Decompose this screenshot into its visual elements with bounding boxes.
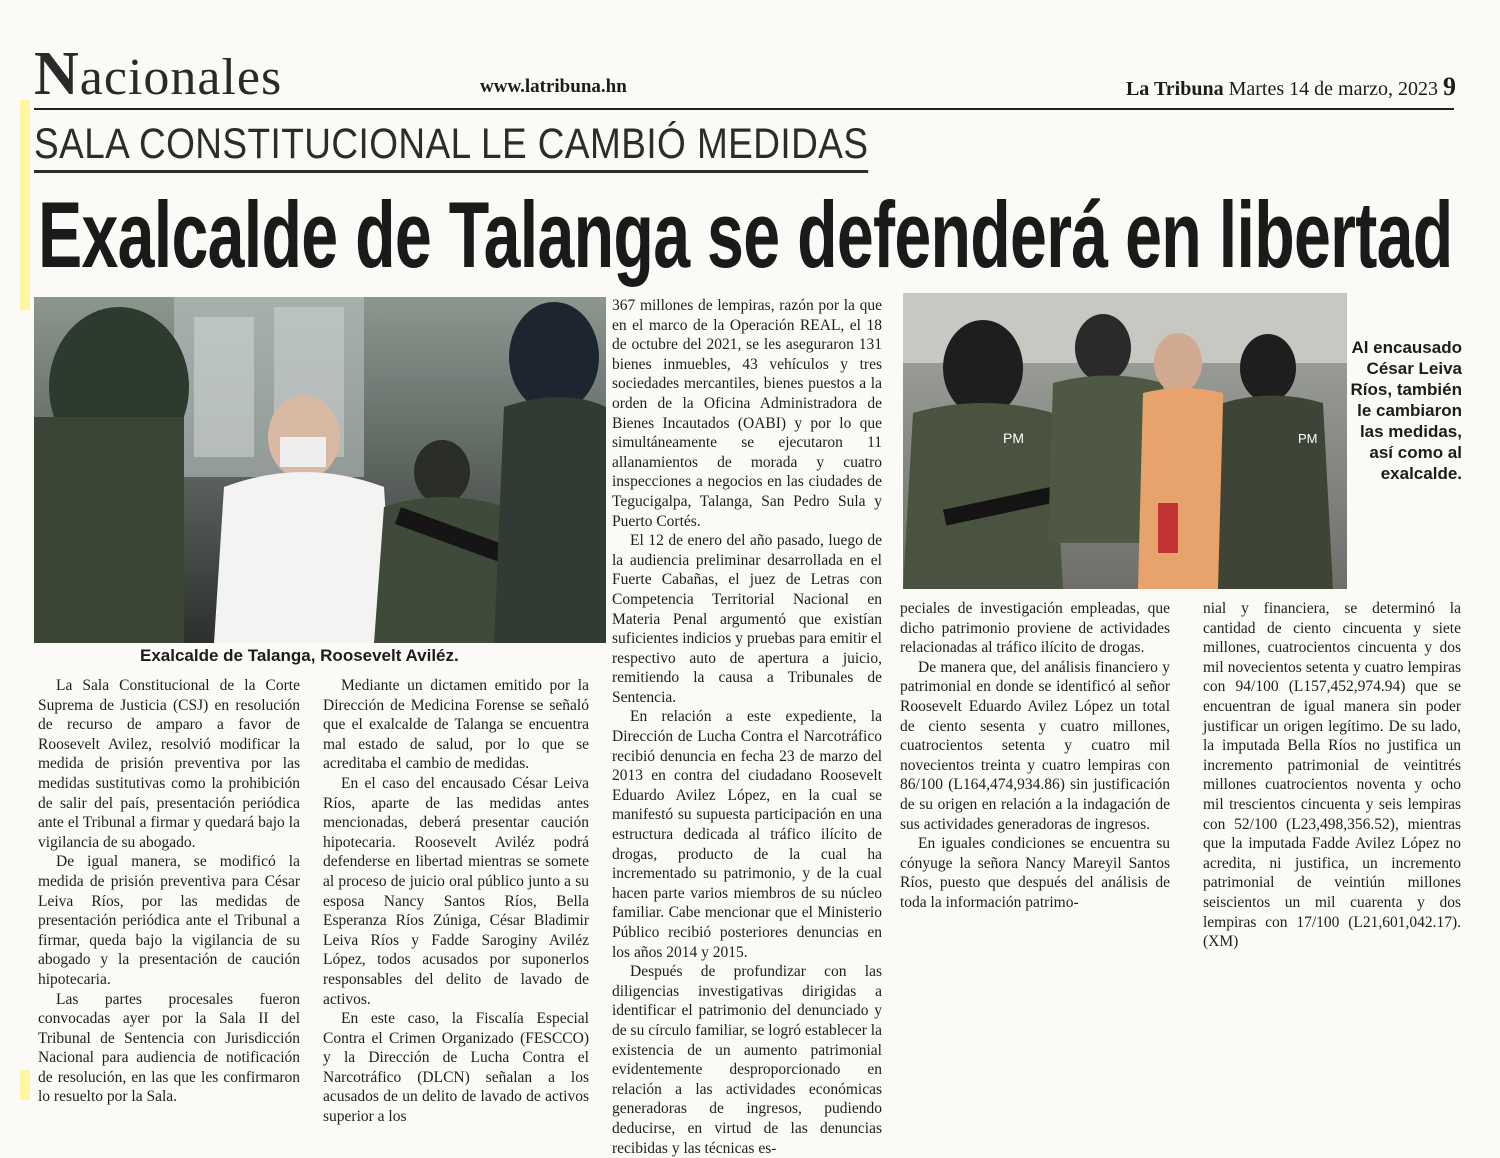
paragraph: En relación a este expediente, la Dirección de Lucha Contra el Narcotráfico recibió denuncia en fecha 23 de marzo del 2013 en contra del ciudadano Roosevelt Eduardo Avilez López, en la cual se manifestó su supuesta participación en una estructura dedicada al tráfico ilícito de drogas, producto de la cual ha incrementado su patrimonio, y de la cual hacen parte varios miembros de su núcleo familiar. Cabe mencionar que el Ministerio Público recibió posteriores denuncias en los años 2014 y 2015. bbox=[612, 708, 882, 961]
website-url: www.latribuna.hn bbox=[480, 76, 627, 97]
article-column-1 bbox=[38, 676, 300, 1107]
kicker: SALA CONSTITUCIONAL LE CAMBIÓ MEDIDAS bbox=[34, 118, 868, 173]
section-title bbox=[34, 40, 283, 108]
paragraph: El 12 de enero del año pasado, luego de la audiencia preliminar desarrollada en el Fuerte Cabañas, el juez de Letras con Competencia Territorial Nacional en Materia Penal argumentó que existían suficientes indicios y pruebas para emitir el respectivo auto de apertura a juicio, remitiendo la causa a Tribunales de Sentencia. bbox=[612, 532, 882, 706]
pm-badge-1: PM bbox=[1003, 430, 1024, 446]
paragraph: En iguales condiciones se encuentra su cónyuge la señora Nancy Mareyil Santos Ríos, puesto que después del análisis de toda la información patrimo- bbox=[900, 835, 1170, 911]
header-rule bbox=[34, 108, 1454, 110]
page-number: 9 bbox=[1443, 72, 1456, 101]
headline: Exalcalde de Talanga se defenderá en libertad bbox=[38, 182, 1453, 287]
paragraph: Mediante un dictamen emitido por la Dirección de Medicina Forense se señaló que el exalcalde de Talanga se encuentra mal estado de salud, por lo que se acreditaba el cambio de medidas. bbox=[323, 677, 589, 773]
paragraph: nial y financiera, se determinó la cantidad de ciento cincuenta y siete millones, cuatrocientos cincuenta y dos mil novecientos setenta y cuatro lempiras con 94/100 (L157,452,974.94) que se encuentran de igual manera sin poder justificar un origen legítimo. De su lado, la imputada Bella Ríos no justifica un incremento patrimonial de veintitrés millones cuatrocientos noventa y ocho mil trescientos cincuenta y seis lempiras con 52/100 (L23,498,356.52), mientras que la imputada Fadde Avilez López no acredita, ni justifica, un incremento patrimonial de veintiún millones seiscientos un mil cuarenta y dos lempiras con 17/100 (L21,601,042.17). (XM) bbox=[1203, 600, 1461, 951]
article-column-4 bbox=[900, 599, 1170, 913]
yellow-highlight-mark bbox=[20, 100, 30, 310]
pm-badge-2: PM bbox=[1298, 431, 1318, 446]
photo-caption-exalcalde: Exalcalde de Talanga, Roosevelt Aviléz. bbox=[140, 646, 459, 665]
paragraph: En este caso, la Fiscalía Especial Contra el Crimen Organizado (FESCCO) y la Dirección de Lucha Contra el Narcotráfico (DLCN) señalan a los acusados de un delito de lavado de activos superior a los bbox=[323, 1010, 589, 1126]
paragraph: Después de profundizar con las diligencias investigativas dirigidas a identificar el patrimonio del denunciado y de su círculo familiar, se logró establecer la existencia de un aumento patrimonial evidentemente desproporcionado en relación a las actividades económicas generadoras de ingresos, pudiendo deducirse, en virtud de las denuncias recibidas y las técnicas es- bbox=[612, 963, 882, 1157]
issue-date: Martes 14 de marzo, 2023 bbox=[1228, 78, 1438, 100]
newspaper-name: La Tribuna bbox=[1125, 78, 1224, 100]
paragraph: La Sala Constitucional de la Corte Suprema de Justicia (CSJ) en resolución de recurso de amparo a favor de Roosevelt Avilez, resolvió modificar la medida de prisión preventiva por las medidas sustitutivas como la prohibición de salir del país, presentación periódica ante el Tribunal a firmar y quedará bajo la vigilancia de su abogado. bbox=[38, 677, 300, 851]
masthead bbox=[1126, 72, 1456, 102]
paragraph: 367 millones de lempiras, razón por la que en el marco de la Operación REAL, el 18 de octubre del 2021, se les aseguraron 131 bienes inmuebles, 43 vehículos y tres sociedades mercantiles, bienes puestos a la orden de la Oficina Administradora de Bienes Incautados (OABI) y por lo que simultáneamente se ejecutaron 11 allanamientos de morada y cuatro inspecciones a negocios en las ciudades de Tegucigalpa, Talanga, San Pedro Sula y Puerto Cortés. bbox=[612, 297, 882, 530]
paragraph: De manera que, del análisis financiero y patrimonial en donde se identificó al señor Roosevelt Eduardo Avilez López un total de ciento sesenta y cuatro millones, cuatrocientos setenta y cuatro mil novecientos treinta y cuatro lempiras con 86/100 (L164,474,934.86) sin justificación de su origen en relación a la indagación de sus actividades generadoras de ingresos. bbox=[900, 658, 1170, 833]
photo-exalcalde-illustration bbox=[34, 297, 606, 643]
paragraph: Las partes procesales fueron convocadas ayer por la Sala II del Tribunal de Sentencia con Jurisdicción Nacional para audiencia de notificación de resolución, en las que les confirmaron lo resuelto por la Sala. bbox=[38, 990, 300, 1106]
article-column-3 bbox=[612, 296, 882, 1158]
paragraph: En el caso del encausado César Leiva Ríos, aparte de las medidas antes mencionadas, deberá presentar caución hipotecaria. Roosevelt Aviléz podrá defenderse en libertad mientras se somete al proceso de juicio oral público junto a su esposa Nancy Santos Ríos, Bella Esperanza Ríos Zúniga, César Bladimir Leiva Ríos y Fadde Saroginy Aviléz López, todos acusados por suponerlos responsables del delito de lavado de activos. bbox=[323, 774, 589, 1008]
paragraph: De igual manera, se modificó la medida de prisión preventiva para César Leiva Ríos, por las medidas de presentación periódica ante el Tribunal a firmar, queda bajo la vigilancia de su abogado y la presentación de caución hipotecaria. bbox=[38, 853, 300, 988]
article-column-5 bbox=[1203, 599, 1461, 952]
yellow-highlight-mark bbox=[20, 1070, 30, 1100]
article-column-2 bbox=[323, 676, 589, 1127]
photo-caption-leiva: Al encausado César Leiva Ríos, también le cambiaron las medidas, así como al exalcalde. bbox=[1350, 338, 1462, 483]
section-rest: acionales bbox=[79, 49, 283, 106]
photo-leiva-illustration bbox=[903, 293, 1347, 589]
photo-exalcalde bbox=[34, 297, 606, 643]
paragraph: peciales de investigación empleadas, que dicho patrimonio proviene de actividades relacionadas al tráfico ilícito de drogas. bbox=[900, 600, 1170, 657]
section-initial: N bbox=[34, 40, 80, 108]
photo-leiva-rios bbox=[903, 293, 1347, 589]
